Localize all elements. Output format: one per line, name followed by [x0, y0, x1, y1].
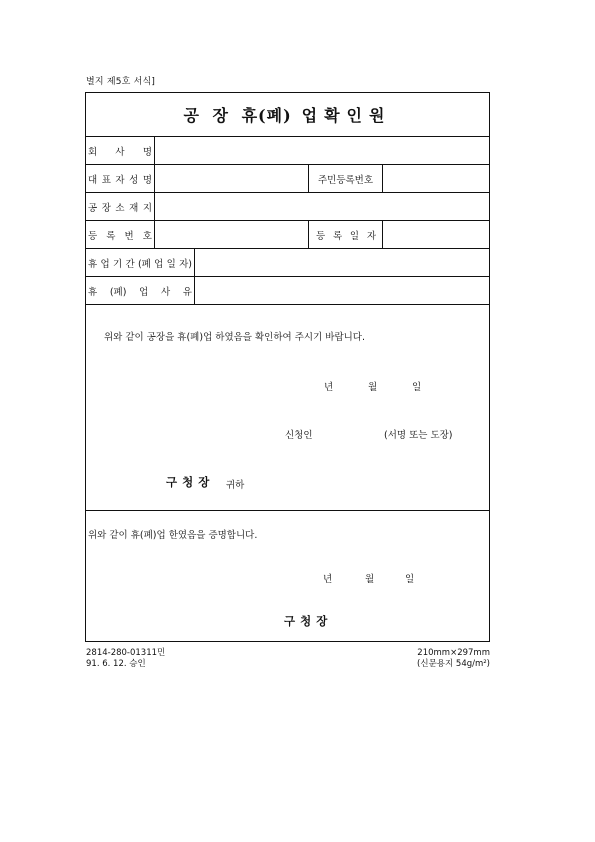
label-char: 등	[88, 230, 98, 242]
label-char: 업	[100, 258, 110, 270]
label-char: 성	[129, 174, 139, 186]
label-registration-date	[316, 221, 376, 248]
label-factory-location	[88, 193, 152, 220]
application-date-day: 일	[412, 382, 422, 393]
label-char: 명	[142, 146, 152, 158]
footer-form-number: 2814-280-01311민	[86, 648, 166, 658]
label-char: 업	[139, 286, 149, 298]
application-date-year: 년	[324, 382, 334, 393]
label-char: 표	[101, 174, 111, 186]
label-char: 지	[142, 202, 152, 214]
label-char: 재	[129, 202, 139, 214]
label-char: 장	[101, 202, 111, 214]
label-closure-period	[88, 249, 192, 276]
label-closure-reason	[88, 277, 192, 304]
label-char: 회	[88, 146, 98, 158]
field-closure-reason[interactable]	[195, 277, 489, 304]
recipient-honorific: 귀하	[226, 480, 245, 491]
field-closure-period[interactable]	[195, 249, 489, 276]
form-title-part2: 업확인원	[301, 106, 392, 125]
label-char: 업	[154, 258, 164, 270]
label-representative-name	[88, 165, 152, 192]
certification-date-month: 월	[365, 574, 375, 585]
applicant-label: 신청인	[285, 430, 313, 441]
field-factory-location[interactable]	[155, 193, 489, 220]
label-char: 간	[125, 258, 135, 270]
application-date-month: 월	[368, 382, 378, 393]
field-resident-number[interactable]	[383, 165, 489, 192]
label-char: (폐)	[109, 286, 127, 298]
certification-date-day: 일	[405, 574, 415, 585]
row-closure-period	[86, 249, 489, 277]
application-statement: 위와 같이 공장을 휴(폐)업 하였음을 확인하여 주시기 바랍니다.	[104, 332, 365, 343]
form-title	[86, 93, 489, 137]
label-char: 록	[106, 230, 116, 242]
footer-paper-type: (신문용지 54g/m²)	[417, 659, 490, 669]
divider	[308, 221, 309, 248]
field-registration-number[interactable]	[155, 221, 308, 248]
label-char: 소	[115, 202, 125, 214]
label-resident-number: 주민등록번호	[317, 174, 374, 186]
field-company-name[interactable]	[155, 137, 489, 164]
form-title-part1: 공 장 휴(폐)	[183, 106, 292, 125]
row-registration	[86, 221, 489, 249]
label-char: 휴	[88, 258, 98, 270]
footer-approval-date: 91. 6. 12. 승인	[86, 659, 146, 669]
confirmation-form	[85, 92, 490, 642]
certification-date-year: 년	[323, 574, 333, 585]
label-char: 명	[142, 174, 152, 186]
label-char: 기	[112, 258, 123, 270]
label-char: 대	[88, 174, 98, 186]
recipient-title: 구청장	[166, 475, 215, 489]
label-company-name	[88, 137, 152, 164]
label-char: (폐	[137, 258, 151, 270]
row-representative	[86, 165, 489, 193]
field-registration-date[interactable]	[383, 221, 489, 248]
label-char: 일	[166, 258, 176, 270]
label-char: 자	[366, 230, 376, 242]
certification-section	[86, 511, 489, 640]
label-char: 사	[115, 146, 125, 158]
application-section	[86, 305, 489, 511]
label-char: 번	[124, 230, 134, 242]
issuer-title: 구청장	[284, 614, 333, 628]
footer-paper-info	[417, 648, 490, 670]
label-char: 휴	[88, 286, 98, 298]
form-caption: 별지 제5호 서식]	[86, 77, 156, 87]
label-registration-number	[88, 221, 152, 248]
label-char: 자	[115, 174, 125, 186]
row-closure-reason	[86, 277, 489, 305]
label-char: 사	[160, 286, 171, 298]
row-factory-location	[86, 193, 489, 221]
row-company-name	[86, 137, 489, 165]
certification-statement: 위와 같이 휴(폐)업 한였음을 증명합니다.	[88, 530, 258, 541]
footer-paper-size: 210mm×297mm	[417, 648, 490, 658]
signature-note: (서명 또는 도장)	[384, 430, 453, 441]
label-char: 일	[349, 230, 360, 242]
label-char: 공	[88, 202, 98, 214]
label-char: 록	[332, 230, 343, 242]
field-representative-name[interactable]	[155, 165, 308, 192]
label-char: 유	[182, 286, 192, 298]
footer-approval-info	[86, 648, 165, 670]
label-char: 호	[142, 230, 152, 242]
label-char: 자)	[179, 258, 192, 270]
label-char: 등	[316, 230, 326, 242]
